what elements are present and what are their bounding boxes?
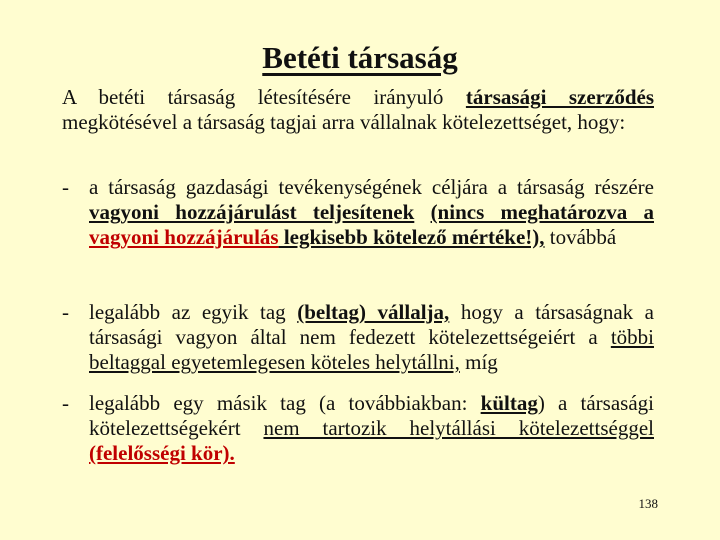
intro-paragraph <box>62 85 654 135</box>
item3-text-2: ) a társasági kötelezettségekért <box>89 391 654 440</box>
item3-kultag-term: kültag <box>480 391 538 415</box>
item1-contribution-term: vagyoni hozzájárulást teljesítenek <box>89 200 415 224</box>
intro-text-1: A betéti társaság létesítésére irányuló <box>62 85 466 109</box>
item2-liability-term: többi beltaggal egyetemlegesen köteles helytállni, <box>89 325 654 374</box>
item3-no-liability-term: nem tartozik helytállási kötelezettséggel <box>263 416 654 440</box>
intro-text-2: megkötésével a társaság tagjai arra vállalnak kötelezettséget, hogy: <box>62 110 626 134</box>
item1-text-2: továbbá <box>544 225 617 249</box>
item2-text-2: hogy a társaságnak a társasági vagyon által nem fedezett kötelezettségeiért a <box>89 300 654 349</box>
slide-title-text: Betéti társaság <box>262 40 458 75</box>
intro-contract-term: társasági szerződés <box>465 85 654 109</box>
item1-note-2: legkisebb kötelező mértéke!), <box>278 225 545 249</box>
list-dash: - <box>62 175 69 199</box>
list-dash: - <box>62 391 69 415</box>
item2-text-3: míg <box>459 350 498 374</box>
list-item-contribution <box>62 175 654 250</box>
item1-space <box>414 200 430 224</box>
list-dash: - <box>62 300 69 324</box>
item1-note-1: (nincs meghatározva a <box>430 200 654 224</box>
list-item-general-partner <box>62 300 654 375</box>
list-item-limited-partner <box>62 391 654 466</box>
item1-note-red: vagyoni hozzájárulás <box>89 225 279 249</box>
item1-text-1: a társaság gazdasági tevékenységének céljára a társaság részére <box>89 175 654 199</box>
item2-beltag-term: (beltag) vállalja, <box>297 300 450 324</box>
item3-liability-scope: (felelősségi kör). <box>89 441 235 465</box>
slide-title <box>0 40 720 76</box>
item2-text-1: legalább az egyik tag <box>89 300 298 324</box>
item3-text-1: legalább egy másik tag (a továbbiakban: <box>89 391 481 415</box>
page-number: 138 <box>638 496 658 511</box>
